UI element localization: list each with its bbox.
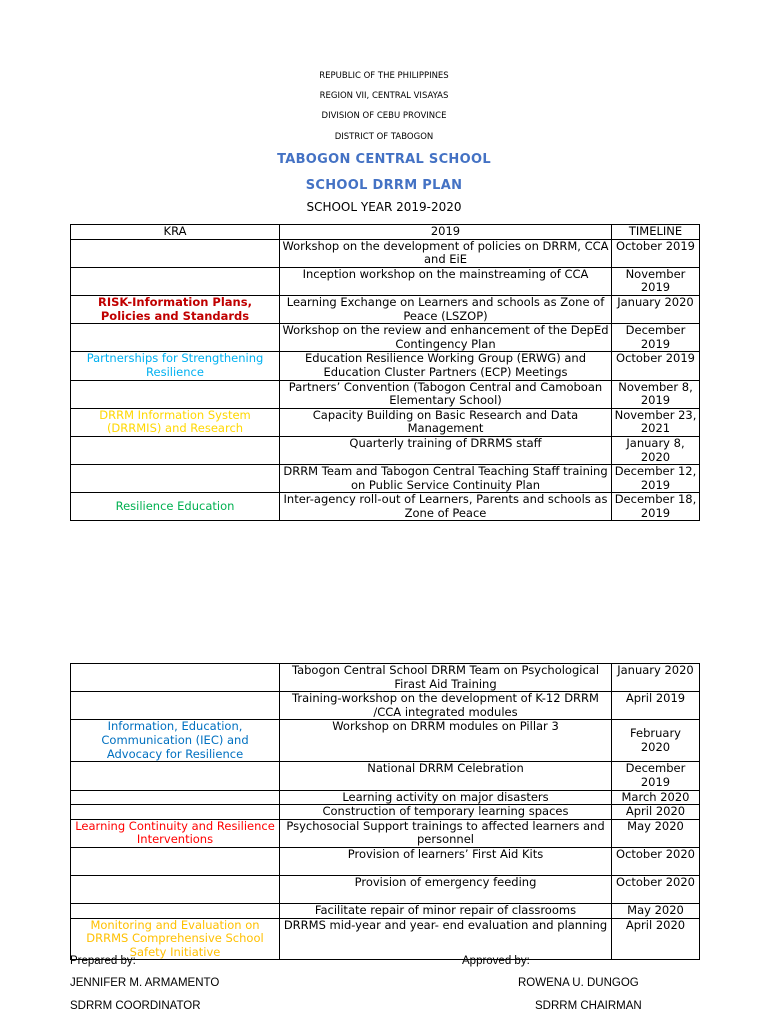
activity-cell: Inter-agency roll-out of Learners, Parents and schools as Zone of Peace	[280, 493, 612, 521]
activity-cell: Inception workshop on the mainstreaming of CCA	[280, 267, 612, 295]
timeline-cell: November 2019	[612, 267, 700, 295]
table-row	[71, 493, 700, 521]
table-row	[71, 847, 700, 875]
timeline-cell: April 2020	[612, 805, 700, 820]
table-row	[71, 295, 700, 323]
activity-cell: Capacity Building on Basic Research and Data Management	[280, 408, 612, 436]
table-row	[71, 239, 700, 267]
activity-cell: Partners’ Convention (Tabogon Central and Camoboan Elementary School)	[280, 380, 612, 408]
timeline-cell: March 2020	[612, 790, 700, 805]
kra-cell	[71, 692, 280, 720]
activity-cell: DRRMS mid-year and year- end evaluation and planning	[280, 918, 612, 960]
header-division: DIVISION OF CEBU PROVINCE	[321, 111, 447, 121]
timeline-cell: May 2020	[612, 819, 700, 847]
table-row	[71, 790, 700, 805]
timeline-cell: January 2020	[612, 295, 700, 323]
table-row	[71, 903, 700, 918]
table-row	[71, 664, 700, 692]
kra-cell	[71, 239, 280, 267]
kra-cell	[71, 875, 280, 903]
activity-cell: Tabogon Central School DRRM Team on Psychological Firast Aid Training	[280, 664, 612, 692]
activity-cell: Workshop on the review and enhancement of the DepEd Contingency Plan	[280, 324, 612, 352]
kra-learning-continuity: Learning Continuity and Resilience Interventions	[71, 819, 280, 847]
activity-cell: DRRM Team and Tabogon Central Teaching Staff training on Public Service Continuity Plan	[280, 465, 612, 493]
table-row	[71, 720, 700, 762]
activity-cell: Construction of temporary learning spaces	[280, 805, 612, 820]
kra-risk-information: RISK-Information Plans, Policies and Standards	[71, 295, 280, 323]
table-header-row	[71, 225, 700, 240]
kra-cell	[71, 903, 280, 918]
prepared-by-label: Prepared by:	[70, 955, 136, 967]
kra-cell	[71, 790, 280, 805]
table-row	[71, 408, 700, 436]
approver-title: SDRRM CHAIRMAN	[535, 1000, 642, 1012]
kra-drrmis: DRRM Information System (DRRMIS) and Research	[71, 408, 280, 436]
table-row	[71, 436, 700, 464]
kra-cell	[71, 805, 280, 820]
year-header: 2019	[280, 225, 612, 240]
timeline-cell: December 2019	[612, 324, 700, 352]
timeline-header: TIMELINE	[612, 225, 700, 240]
kra-cell	[71, 762, 280, 790]
kra-header: KRA	[71, 225, 280, 240]
timeline-cell: October 2020	[612, 875, 700, 903]
timeline-cell: October 2020	[612, 847, 700, 875]
activity-cell: Workshop on the development of policies on DRRM, CCA and EiE	[280, 239, 612, 267]
timeline-cell: December 12, 2019	[612, 465, 700, 493]
kra-iec-advocacy: Information, Education, Communication (IEC) and Advocacy for Resilience	[71, 720, 280, 762]
kra-partnerships: Partnerships for Strengthening Resilience	[71, 352, 280, 380]
table-row	[71, 692, 700, 720]
table-row	[71, 762, 700, 790]
timeline-cell: April 2020	[612, 918, 700, 960]
kra-cell	[71, 380, 280, 408]
kra-cell	[71, 324, 280, 352]
activity-cell: Training-workshop on the development of K-12 DRRM /CCA integrated modules	[280, 692, 612, 720]
kra-cell	[71, 664, 280, 692]
timeline-cell: January 2020	[612, 664, 700, 692]
activity-cell: Quarterly training of DRRMS staff	[280, 436, 612, 464]
timeline-cell: February 2020	[612, 720, 700, 762]
table-row	[71, 465, 700, 493]
activity-cell: Workshop on DRRM modules on Pillar 3	[280, 720, 612, 762]
table-row	[71, 352, 700, 380]
approver-name: ROWENA U. DUNGOG	[518, 977, 639, 989]
timeline-cell: April 2019	[612, 692, 700, 720]
table-row	[71, 267, 700, 295]
table-row	[71, 875, 700, 903]
kra-cell	[71, 436, 280, 464]
activity-cell: Psychosocial Support trainings to affected learners and personnel	[280, 819, 612, 847]
kra-cell	[71, 847, 280, 875]
school-year: SCHOOL YEAR 2019-2020	[306, 200, 462, 214]
timeline-cell: November 8, 2019	[612, 380, 700, 408]
kra-resilience-education: Resilience Education	[71, 493, 280, 521]
preparer-name: JENNIFER M. ARMAMENTO	[70, 977, 220, 989]
timeline-cell: May 2020	[612, 903, 700, 918]
activity-cell: Learning activity on major disasters	[280, 790, 612, 805]
timeline-cell: October 2019	[612, 239, 700, 267]
timeline-cell: December 2019	[612, 762, 700, 790]
drrm-plan-table-1	[70, 224, 700, 521]
kra-cell	[71, 267, 280, 295]
table-row	[71, 805, 700, 820]
timeline-cell: January 8, 2020	[612, 436, 700, 464]
header-republic: REPUBLIC OF THE PHILIPPINES	[319, 71, 449, 81]
timeline-cell: December 18, 2019	[612, 493, 700, 521]
table-row	[71, 380, 700, 408]
timeline-cell: October 2019	[612, 352, 700, 380]
header-region: REGION VII, CENTRAL VISAYAS	[319, 91, 449, 101]
activity-cell: Provision of emergency feeding	[280, 875, 612, 903]
table-row	[71, 918, 700, 960]
timeline-cell: November 23, 2021	[612, 408, 700, 436]
activity-cell: Learning Exchange on Learners and schools as Zone of Peace (LSZOP)	[280, 295, 612, 323]
plan-title: SCHOOL DRRM PLAN	[305, 178, 463, 193]
activity-cell: Provision of learners’ First Aid Kits	[280, 847, 612, 875]
preparer-title: SDRRM COORDINATOR	[70, 1000, 201, 1012]
table-row	[71, 819, 700, 847]
activity-cell: Education Resilience Working Group (ERWG) and Education Cluster Partners (ECP) Meetings	[280, 352, 612, 380]
kra-cell	[71, 465, 280, 493]
header-district: DISTRICT OF TABOGON	[334, 132, 434, 142]
activity-cell: Facilitate repair of minor repair of classrooms	[280, 903, 612, 918]
drrm-plan-table-2	[70, 663, 700, 960]
kra-monitoring-evaluation: Monitoring and Evaluation on DRRMS Comprehensive School Safety Initiative	[71, 918, 280, 960]
approved-by-label: Approved by:	[462, 955, 530, 967]
table-row	[71, 324, 700, 352]
activity-cell: National DRRM Celebration	[280, 762, 612, 790]
school-name-title: TABOGON CENTRAL SCHOOL	[277, 152, 491, 167]
